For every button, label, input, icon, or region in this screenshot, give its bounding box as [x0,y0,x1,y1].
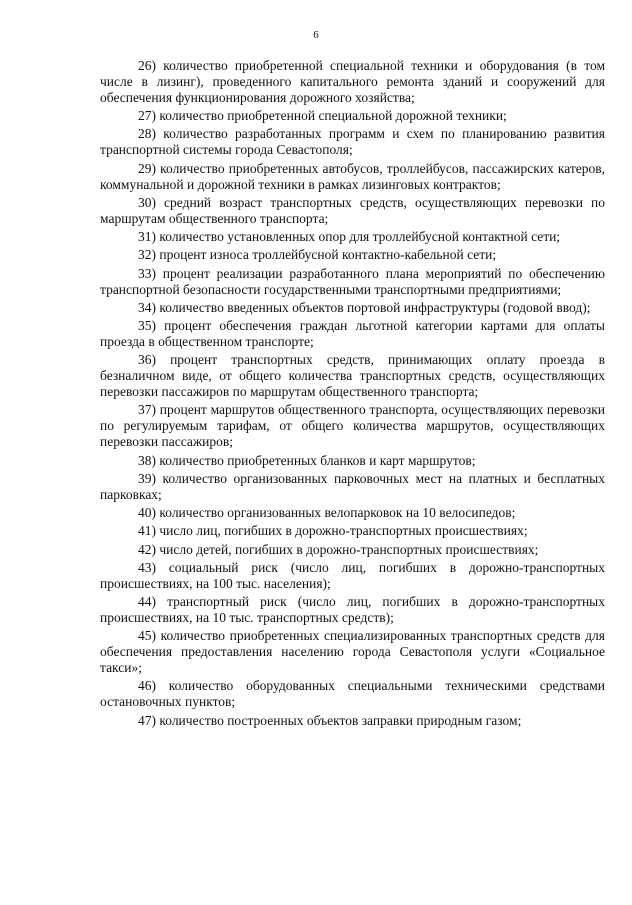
list-item: 45) количество приобретенных специализированных транспортных средств для обеспечения предоставления населению города Севастополя услуги «Социальное такси»; [100,628,605,676]
list-item: 46) количество оборудованных специальными техническими средствами остановочных пунктов; [100,678,605,710]
list-item: 28) количество разработанных программ и схем по планированию развития транспортной системы города Севастополя; [100,126,605,158]
list-item: 33) процент реализации разработанного плана мероприятий по обеспечению транспортной безопасности государственными транспортными предприятиями; [100,265,605,297]
list-item: 38) количество приобретенных бланков и карт маршрутов; [138,452,476,468]
list-item: 44) транспортный риск (число лиц, погибших в дорожно-транспортных происшествиях, на 10 тыс. транспортных средств); [100,594,605,626]
list-item: 35) процент обеспечения граждан льготной категории картами для оплаты проезда в общественном транспорте; [100,318,605,350]
list-item: 36) процент транспортных средств, принимающих оплату проезда в безналичном виде, от общего количества транспортных средств, осуществляющих перевозки пассажиров по маршрутам общественного транспорта; [100,352,605,400]
indicator-list [100,58,605,731]
list-item: 27) количество приобретенной специальной дорожной техники; [138,108,507,124]
page-number: 6 [313,29,319,41]
list-item: 43) социальный риск (число лиц, погибших в дорожно-транспортных происшествиях, на 100 тыс. населения); [100,559,605,591]
list-item: 31) количество установленных опор для троллейбусной контактной сети; [138,229,561,245]
list-item: 39) количество организованных парковочных мест на платных и бесплатных парковках; [100,470,605,502]
list-item: 32) процент износа троллейбусной контактно-кабельной сети; [138,247,497,263]
list-item: 42) число детей, погибших в дорожно-транспортных происшествиях; [138,541,539,557]
list-item: 34) количество введенных объектов портовой инфраструктуры (годовой ввод); [138,299,591,315]
list-item: 29) количество приобретенных автобусов, троллейбусов, пассажирских катеров, коммунальной и дорожной техники в рамках лизинговых контрактов; [100,160,605,192]
list-item: 37) процент маршрутов общественного транспорта, осуществляющих перевозки по регулируемым тарифам, от общего количества маршрутов, осуществляющих перевозки пассажиров; [100,402,605,450]
list-item: 26) количество приобретенной специальной техники и оборудования (в том числе в лизинг), проведенного капитального ремонта зданий и сооружений для обеспечения функционирования дорожного хозяйства; [100,58,605,105]
list-item: 47) количество построенных объектов заправки природным газом; [138,712,522,728]
list-item: 30) средний возраст транспортных средств, осуществляющих перевозки по маршрутам общественного транспорта; [100,194,605,226]
list-item: 41) число лиц, погибших в дорожно-транспортных происшествиях; [138,523,528,539]
list-item: 40) количество организованных велопарковок на 10 велосипедов; [138,505,516,521]
